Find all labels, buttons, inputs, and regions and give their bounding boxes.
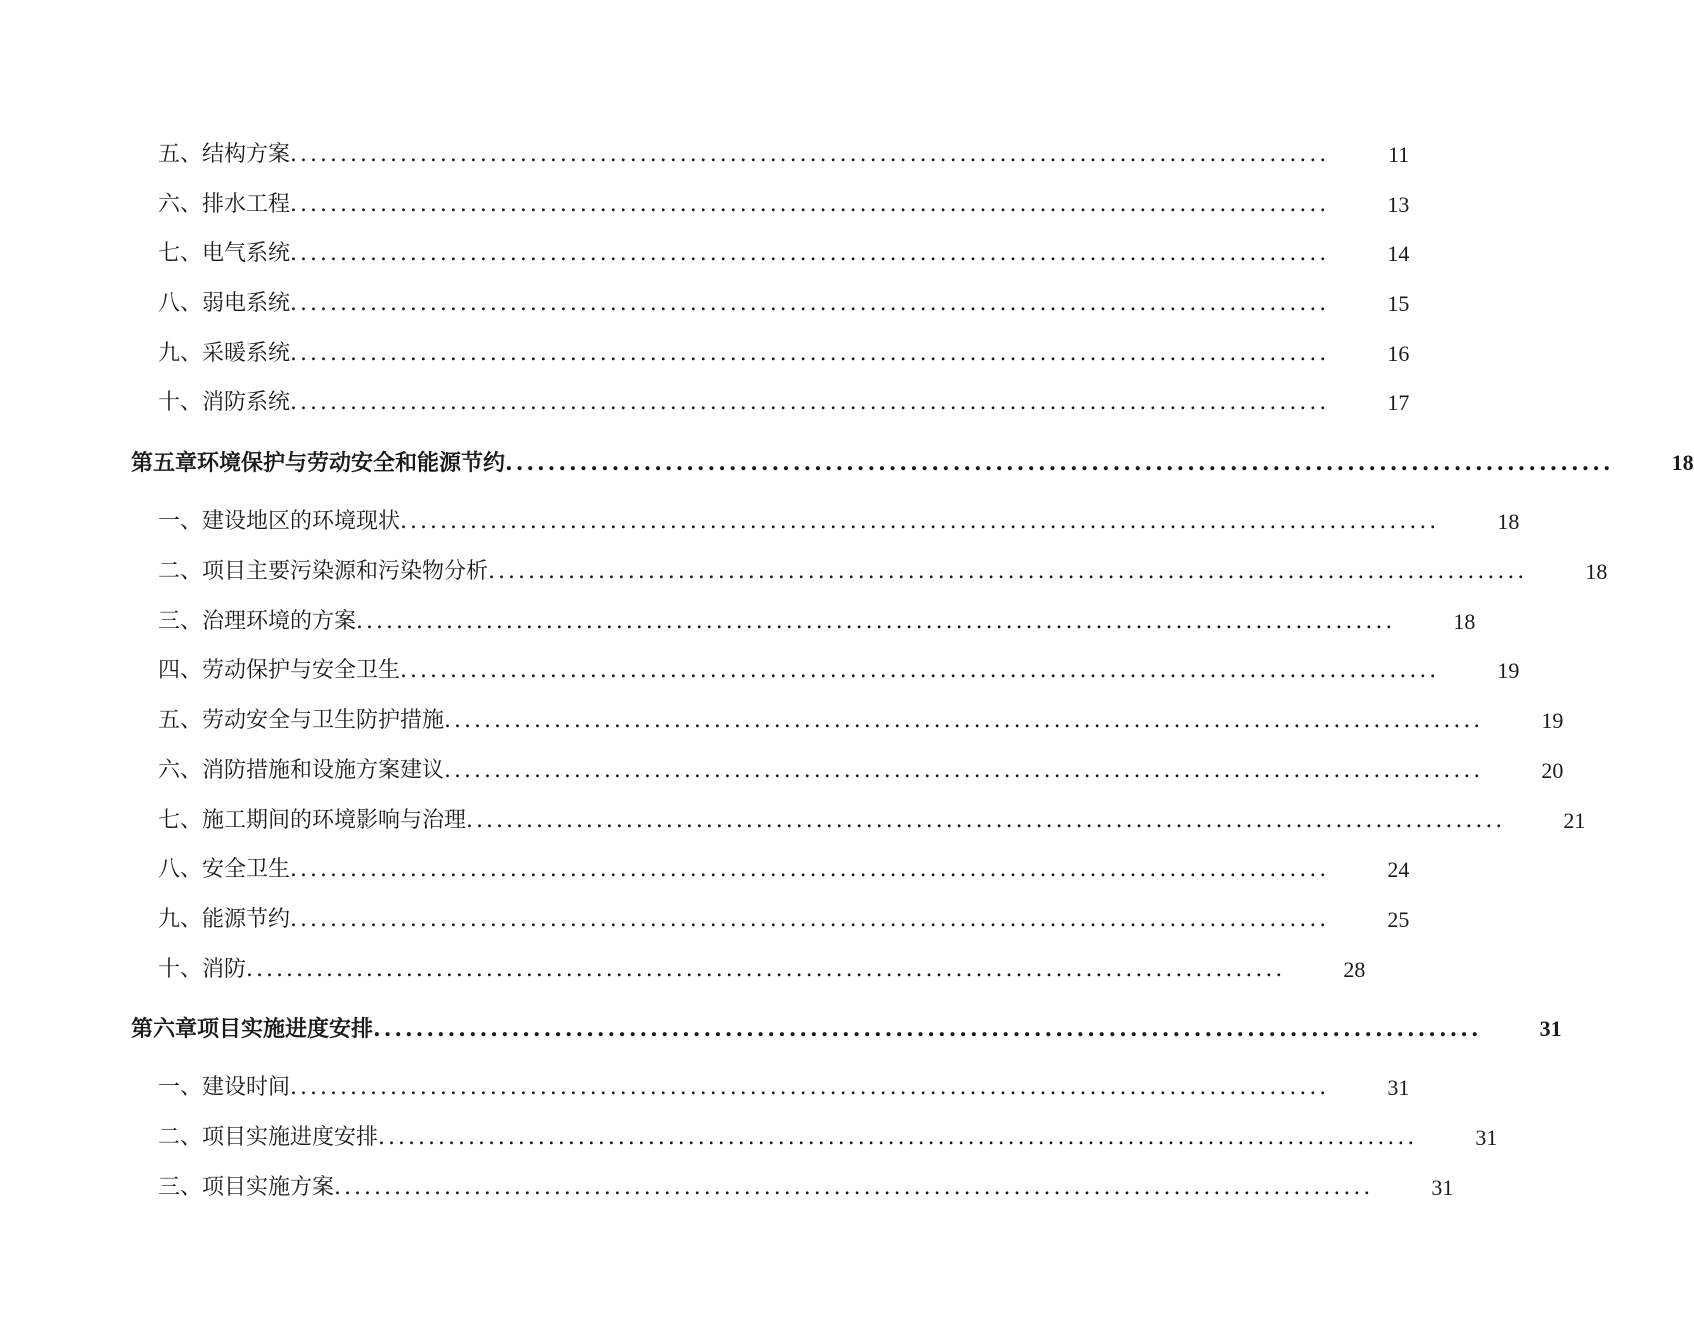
toc-entry-label: 一、建设时间 xyxy=(158,1075,291,1100)
toc-page-number: 31 xyxy=(1431,1175,1454,1200)
toc-entry-label: 十、消防 xyxy=(158,957,247,982)
toc-page-number: 18 xyxy=(1585,559,1608,584)
dot-leader: ........................................................................................................ xyxy=(378,1125,1418,1150)
toc-entry-label: 五、结构方案 xyxy=(158,142,291,167)
dot-leader: ........................................................................................................ xyxy=(290,341,1330,366)
toc-entry-label: 三、治理环境的方案 xyxy=(158,609,357,634)
dot-leader: ........................................................................................................ xyxy=(400,509,1440,534)
toc-page-number: 18 xyxy=(1453,609,1476,634)
toc-page-number: 17 xyxy=(1387,390,1410,415)
toc-entry[interactable] xyxy=(0,646,1520,686)
toc-page-number: 11 xyxy=(1388,142,1410,167)
toc-chapter-number: 第五章 xyxy=(131,450,198,476)
toc-chapter-title: 项目实施进度安排 xyxy=(197,1016,374,1042)
dot-leader: ........................................................................................................ xyxy=(290,390,1330,415)
toc-entry[interactable] xyxy=(0,329,1410,369)
toc-entry-label: 十、消防系统 xyxy=(158,390,291,415)
toc-entry-label: 八、弱电系统 xyxy=(158,291,291,316)
toc-page-number: 19 xyxy=(1541,708,1564,733)
toc-page-number: 18 xyxy=(1671,450,1694,475)
dot-leader: ........................................................................................................ xyxy=(246,957,1286,982)
toc-entry[interactable] xyxy=(0,1163,1454,1203)
toc-entry-label: 一、建设地区的环境现状 xyxy=(158,509,401,534)
toc-page-number: 25 xyxy=(1387,907,1410,932)
toc-entry[interactable] xyxy=(0,746,1564,786)
toc-entry-label: 四、劳动保护与安全卫生 xyxy=(158,658,401,683)
toc-entry[interactable] xyxy=(0,180,1410,220)
toc-page-number: 19 xyxy=(1497,658,1520,683)
toc-page-number: 20 xyxy=(1541,758,1564,783)
toc-entry[interactable] xyxy=(0,378,1410,418)
dot-leader: ........................................................................................................ xyxy=(290,1075,1330,1100)
toc-entry-label: 三、项目实施方案 xyxy=(158,1175,335,1200)
toc-entry[interactable] xyxy=(0,796,1586,836)
toc-entry-label: 九、能源节约 xyxy=(158,907,291,932)
toc-chapter-title: 环境保护与劳动安全和能源节约 xyxy=(197,450,506,476)
toc-page-number: 13 xyxy=(1387,192,1410,217)
dot-leader: ........................................................................................................ xyxy=(444,708,1484,733)
dot-leader: ........................................................................................................ xyxy=(488,559,1528,584)
dot-leader: ........................................................................................................ xyxy=(505,450,1614,476)
dot-leader: ........................................................................................................ xyxy=(290,192,1330,217)
toc-page-number: 14 xyxy=(1387,241,1410,266)
toc-page-number: 31 xyxy=(1475,1125,1498,1150)
toc-entry[interactable] xyxy=(0,945,1366,985)
toc-page-number: 31 xyxy=(1539,1016,1562,1041)
dot-leader: ........................................................................................................ xyxy=(466,808,1506,833)
toc-entry[interactable] xyxy=(0,895,1410,935)
toc-entry-label: 六、排水工程 xyxy=(158,192,291,217)
toc-entry-label: 五、劳动安全与卫生防护措施 xyxy=(158,708,445,733)
toc-page-number: 28 xyxy=(1343,957,1366,982)
toc-entry-label: 七、电气系统 xyxy=(158,241,291,266)
dot-leader: ........................................................................................................ xyxy=(290,142,1330,167)
toc-entry[interactable] xyxy=(0,845,1410,885)
dot-leader: ........................................................................................................ xyxy=(290,241,1330,266)
toc-entry-label: 九、采暖系统 xyxy=(158,341,291,366)
dot-leader: ........................................................................................................ xyxy=(290,907,1330,932)
toc-entry[interactable] xyxy=(0,547,1608,587)
toc-page-number: 18 xyxy=(1497,509,1520,534)
toc-page-number: 24 xyxy=(1387,857,1410,882)
toc-entry[interactable] xyxy=(0,1113,1498,1153)
toc-entry[interactable] xyxy=(0,279,1410,319)
toc-entry-label: 二、项目主要污染源和污染物分析 xyxy=(158,559,489,584)
dot-leader: ........................................................................................................ xyxy=(400,658,1440,683)
toc-page-number: 15 xyxy=(1387,291,1410,316)
dot-leader: ........................................................................................................ xyxy=(373,1016,1482,1042)
dot-leader: ........................................................................................................ xyxy=(356,609,1396,634)
toc-entry[interactable] xyxy=(0,497,1520,537)
toc-page-number: 16 xyxy=(1387,341,1410,366)
toc-chapter-entry[interactable] xyxy=(0,1004,1562,1044)
toc-entry-label: 二、项目实施进度安排 xyxy=(158,1125,379,1150)
toc-page-number: 21 xyxy=(1563,808,1586,833)
dot-leader: ........................................................................................................ xyxy=(290,291,1330,316)
toc-entry-label: 六、消防措施和设施方案建议 xyxy=(158,758,445,783)
dot-leader: ........................................................................................................ xyxy=(290,857,1330,882)
toc-entry-label: 八、安全卫生 xyxy=(158,857,291,882)
toc-entry[interactable] xyxy=(0,130,1410,170)
toc-chapter-number: 第六章 xyxy=(131,1016,198,1042)
dot-leader: ........................................................................................................ xyxy=(444,758,1484,783)
toc-entry[interactable] xyxy=(0,1063,1410,1103)
toc-entry[interactable] xyxy=(0,696,1564,736)
toc-entry-label: 七、施工期间的环境影响与治理 xyxy=(158,808,467,833)
toc-entry[interactable] xyxy=(0,229,1410,269)
toc-page-number: 31 xyxy=(1387,1075,1410,1100)
dot-leader: ........................................................................................................ xyxy=(334,1175,1374,1200)
toc-entry[interactable] xyxy=(0,597,1476,637)
toc-chapter-entry[interactable] xyxy=(0,438,1694,478)
